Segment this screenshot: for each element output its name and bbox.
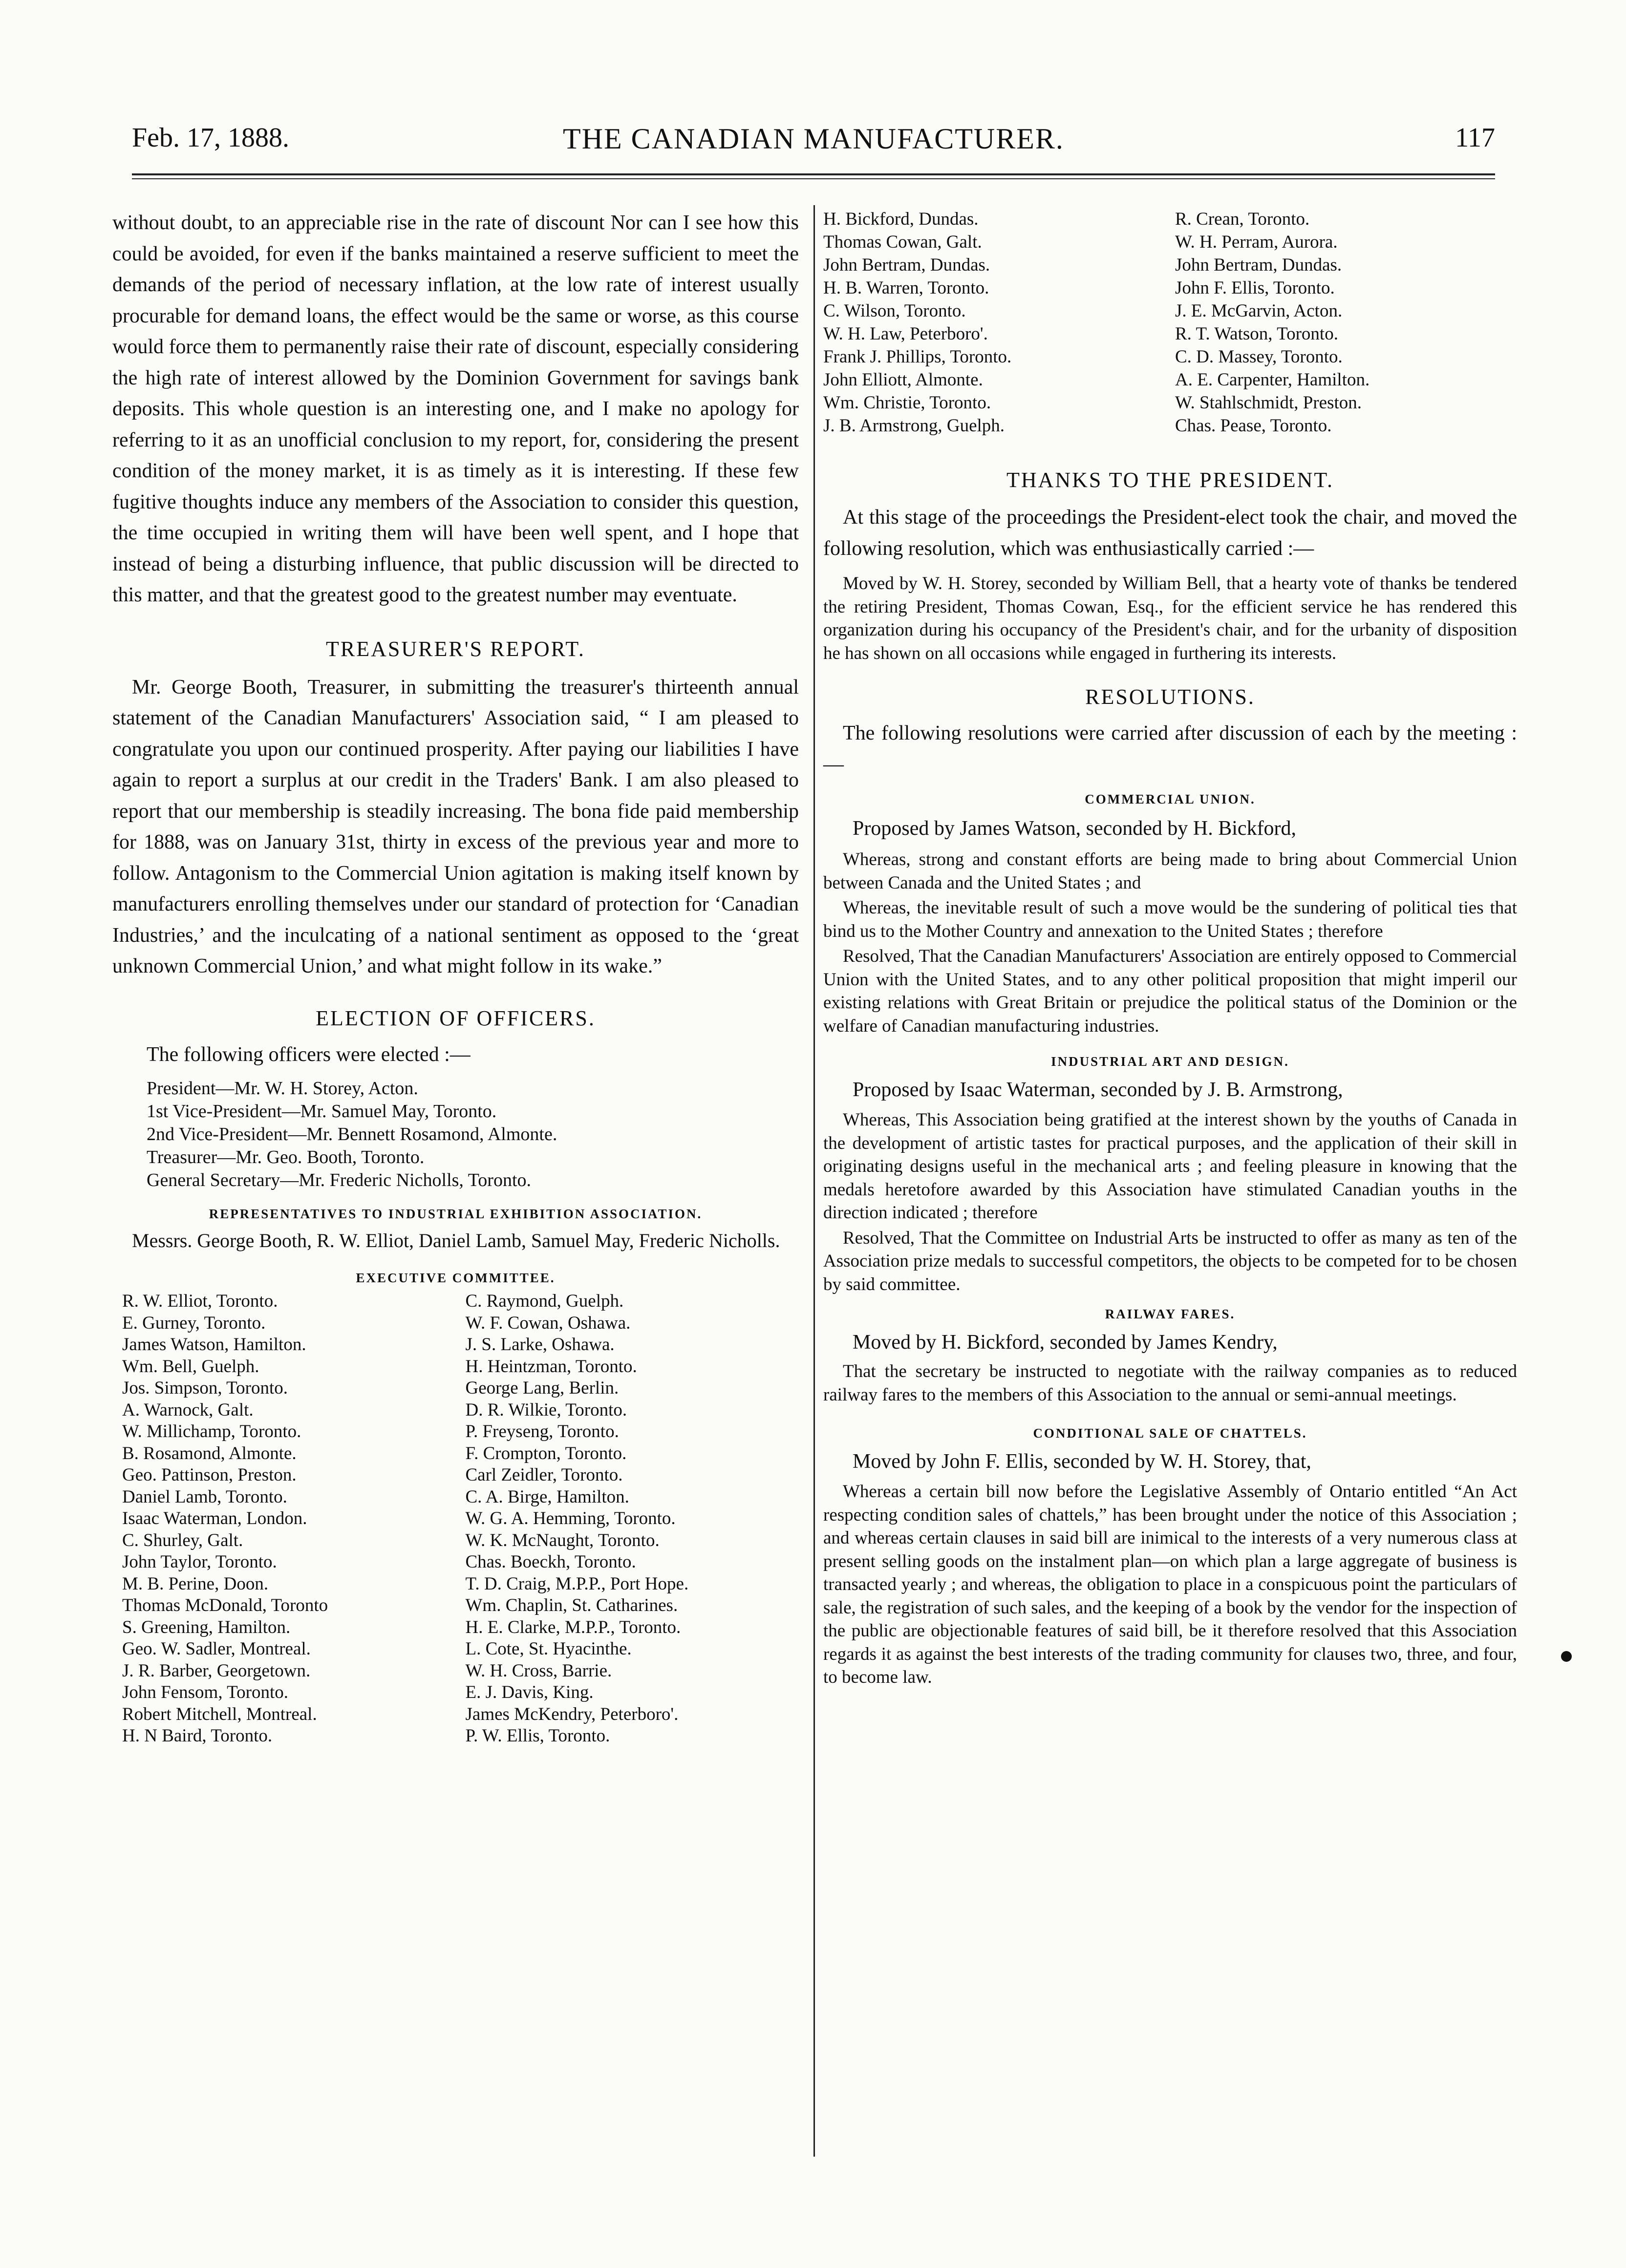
exec-member: C. A. Birge, Hamilton. [465, 1486, 629, 1507]
exec-member: James Watson, Hamilton. [122, 1335, 306, 1355]
exec-member: Wm. Chaplin, St. Catharines. [465, 1595, 678, 1615]
exec-member: R. W. Elliot, Toronto. [122, 1291, 278, 1311]
exec-member: Geo. W. Sadler, Montreal. [122, 1639, 311, 1659]
resolutions-heading: RESOLUTIONS. [1085, 685, 1255, 709]
exec-member: H. E. Clarke, M.P.P., Toronto. [465, 1617, 681, 1637]
exec-member: R. Crean, Toronto. [1175, 209, 1310, 229]
exec-member: Chas. Boeckh, Toronto. [465, 1552, 636, 1572]
exec-member: W. F. Cowan, Oshawa. [465, 1313, 631, 1333]
exec-member: Thomas Cowan, Galt. [823, 232, 982, 252]
exec-member: H. Heintzman, Toronto. [465, 1356, 637, 1377]
conditional-sale-heading: CONDITIONAL SALE OF CHATTELS. [1033, 1426, 1307, 1441]
page-number: 117 [1455, 123, 1495, 153]
executive-committee-continued [823, 208, 1517, 437]
exec-member: J. E. McGarvin, Acton. [1175, 301, 1343, 321]
page-header [132, 122, 1495, 166]
exec-member: A. E. Carpenter, Hamilton. [1175, 370, 1370, 390]
officers-list [112, 1077, 799, 1192]
representatives-heading: REPRESENTATIVES TO INDUSTRIAL EXHIBITION ASSOCIATION. [209, 1207, 703, 1221]
commercial-union-resolved: Resolved, That the Canadian Manufacturers' Association are entirely opposed to Commercial Union with the United States, and to any other political proposition that might imperil our existing relations with Great Britain or prejudice the political status of the Dominion or the welfare of Canadian manufacturing industries. [823, 946, 1517, 1036]
exec-member: F. Crompton, Toronto. [465, 1443, 627, 1463]
railway-fares-moved: Moved by H. Bickford, seconded by James Kendry, [853, 1331, 1278, 1354]
exec-member: H. B. Warren, Toronto. [823, 278, 989, 298]
exec-member: Wm. Christie, Toronto. [823, 393, 991, 413]
thanks-paragraph: At this stage of the proceedings the President-elect took the chair, and moved the following resolution, which was enthusiastically carried :— [823, 506, 1517, 560]
column-divider [813, 205, 815, 2157]
exec-member: H. Bickford, Dundas. [823, 209, 979, 229]
report-conclusion-paragraph: without doubt, to an appreciable rise in the rate of discount Nor can I see how this could be avoided, for even if the banks maintained a reserve sufficient to meet the demands of the period of necessary inflation, at the low rate of interest usually procurable for demand loans, the effect would be the same or worse, as this course would force them to permanently raise their rate of discount, especially considering the high rate of interest allowed by the Dominion Government for savings bank deposits. This whole question is an interesting one, and I make no apology for referring to it as an unofficial conclusion to my report, for, considering the present condition of the money market, it is as timely as it is interesting. If these few fugitive thoughts induce any members of the Association to consider this question, the time occupied in writing them will have been well spent, and I hope that instead of being a disturbing influence, that public discussion will be directed to this matter, and that the greatest good to the greatest number may eventuate. [112, 212, 799, 606]
railway-fares-text: That the secretary be instructed to negotiate with the railway companies as to reduced railway fares to the members of this Association to the annual or semi-annual meetings. [823, 1361, 1517, 1405]
officer-general-secretary: General Secretary—Mr. Frederic Nicholls, Toronto. [147, 1170, 532, 1190]
exec-member: Daniel Lamb, Toronto. [122, 1486, 287, 1507]
exec-member: James McKendry, Peterboro'. [465, 1704, 679, 1724]
exec-member: S. Greening, Hamilton. [122, 1617, 291, 1637]
header-rule-bottom [132, 178, 1495, 179]
representatives-text: Messrs. George Booth, R. W. Elliot, Daniel Lamb, Samuel May, Frederic Nicholls. [132, 1229, 780, 1251]
right-column [823, 208, 1517, 1689]
exec-member: Geo. Pattinson, Preston. [122, 1465, 297, 1485]
commercial-union-whereas-2: Whereas, the inevitable result of such a move would be the sundering of political ties that bind us to the Mother Country and annexation to the United States ; therefore [823, 898, 1517, 941]
exec-member: P. Freyseng, Toronto. [465, 1421, 619, 1441]
ink-spot [1561, 1651, 1572, 1662]
conditional-sale-text: Whereas a certain bill now before the Legislative Assembly of Ontario entitled “An Act respecting condition sales of chattels,” has been brought under the notice of this Association ; and whereas certain clauses in said bill are inimical to the interests of a very numerous class at present selling goods on the instalment plan—on which plan a large aggregate of business is transacted yearly ; and whereas, the obligation to place in a conspicuous point the particulars of sale, the registration of such sales, and the keeping of a book by the vendor for the inspection of the public are objectionable features of said bill, be it therefore resolved that this Association regards it as against the best interests of the trading community for clauses two, three, and four, to become law. [823, 1482, 1517, 1687]
exec-member: B. Rosamond, Almonte. [122, 1443, 297, 1463]
exec-member: M. B. Perine, Doon. [122, 1573, 269, 1594]
railway-fares-heading: RAILWAY FARES. [1105, 1307, 1236, 1321]
industrial-art-whereas: Whereas, This Association being gratified at the interest shown by the youths of Canada in the development of artistic tastes for practical purposes, and the application of their skill in originating designs useful in the mechanical arts ; and feeling pleasure in knowing that the medals heretofore awarded by this Association have stimulated Canadian youths in the direction indicated ; therefore [823, 1110, 1517, 1223]
exec-member: John Fensom, Toronto. [122, 1682, 289, 1702]
exec-member: Jos. Simpson, Toronto. [122, 1378, 288, 1398]
exec-member: E. Gurney, Toronto. [122, 1313, 266, 1333]
officer-first-vice-president: 1st Vice-President—Mr. Samuel May, Toronto. [147, 1101, 497, 1122]
exec-member: John Elliott, Almonte. [823, 370, 983, 390]
exec-member: D. R. Wilkie, Toronto. [465, 1399, 627, 1420]
exec-member: W. Millichamp, Toronto. [122, 1421, 301, 1441]
treasurer-report-paragraph: Mr. George Booth, Treasurer, in submitting the treasurer's thirteenth annual statement of the Canadian Manufacturers' Association said, “ I am pleased to congratulate you upon our continued prosperity. After paying our liabilities I have again to report a surplus at our credit in the Traders' Bank. I am also pleased to report that our membership is steadily increasing. The bona fide paid membership for 1888, was on January 31st, thirty in excess of the previous year and more to follow. Antagonism to the Commercial Union agitation is making itself known by manufacturers enrolling themselves under our standard of protection for ‘Canadian Industries,’ and the inculcating of a national sentiment as opposed to the ‘great unknown Commercial Union,’ and what might follow in its wake.” [112, 676, 799, 977]
exec-member: H. N Baird, Toronto. [122, 1726, 273, 1746]
exec-member: Frank J. Phillips, Toronto. [823, 347, 1012, 367]
industrial-art-resolved: Resolved, That the Committee on Industrial Arts be instructed to offer as many as ten of the Association prize medals to successful competitors, the objects to be competed for to be chosen by said committee. [823, 1228, 1517, 1294]
exec-member: C. Shurley, Galt. [122, 1530, 243, 1550]
left-column [112, 208, 799, 1747]
exec-member: W. H. Law, Peterboro'. [823, 324, 988, 344]
header-rule-top [132, 173, 1495, 175]
election-heading: ELECTION OF OFFICERS. [316, 1006, 596, 1030]
exec-member: Carl Zeidler, Toronto. [465, 1465, 623, 1485]
exec-member: J. R. Barber, Georgetown. [122, 1660, 311, 1681]
exec-member: T. D. Craig, M.P.P., Port Hope. [465, 1573, 689, 1594]
exec-member: W. Stahlschmidt, Preston. [1175, 393, 1362, 413]
issue-date: Feb. 17, 1888. [132, 123, 289, 153]
industrial-art-heading: INDUSTRIAL ART AND DESIGN. [1051, 1054, 1289, 1069]
exec-member: W. K. McNaught, Toronto. [465, 1530, 660, 1550]
officer-second-vice-president: 2nd Vice-President—Mr. Bennett Rosamond, Almonte. [147, 1124, 557, 1145]
thanks-motion: Moved by W. H. Storey, seconded by William Bell, that a hearty vote of thanks be tendered the retiring President, Thomas Cowan, Esq., for the efficient service he has rendered this organization during his occupancy of the President's chair, and for the urbanity of disposition he has shown on all occasions while engaged in furthering its interests. [823, 573, 1517, 663]
exec-member: C. Raymond, Guelph. [465, 1291, 624, 1311]
exec-member: C. Wilson, Toronto. [823, 301, 966, 321]
exec-member: J. B. Armstrong, Guelph. [823, 416, 1005, 436]
publication-title: THE CANADIAN MANUFACTURER. [563, 123, 1064, 155]
exec-member: W. G. A. Hemming, Toronto. [465, 1508, 676, 1528]
exec-member: W. H. Perram, Aurora. [1175, 232, 1338, 252]
officer-treasurer: Treasurer—Mr. Geo. Booth, Toronto. [147, 1147, 425, 1167]
exec-member: R. T. Watson, Toronto. [1175, 324, 1338, 344]
exec-member: John F. Ellis, Toronto. [1175, 278, 1335, 298]
resolutions-intro: The following resolutions were carried after discussion of each by the meeting :— [823, 722, 1517, 776]
exec-member: C. D. Massey, Toronto. [1175, 347, 1343, 367]
exec-member: W. H. Cross, Barrie. [465, 1660, 612, 1681]
exec-member: George Lang, Berlin. [465, 1378, 619, 1398]
exec-member: P. W. Ellis, Toronto. [465, 1726, 610, 1746]
thanks-heading: THANKS TO THE PRESIDENT. [1006, 468, 1334, 492]
commercial-union-heading: COMMERCIAL UNION. [1085, 792, 1256, 806]
exec-member: L. Cote, St. Hyacinthe. [465, 1639, 632, 1659]
exec-member: John Taylor, Toronto. [122, 1552, 277, 1572]
exec-member: Thomas McDonald, Toronto [122, 1595, 328, 1615]
exec-member: E. J. Davis, King. [465, 1682, 594, 1702]
treasurer-report-heading: TREASURER'S REPORT. [326, 636, 585, 661]
exec-member: Isaac Waterman, London. [122, 1508, 307, 1528]
exec-member: J. S. Larke, Oshawa. [465, 1335, 615, 1355]
election-intro: The following officers were elected :— [147, 1043, 471, 1066]
executive-committee-list [112, 1291, 799, 1747]
exec-member: John Bertram, Dundas. [823, 255, 990, 275]
exec-member: John Bertram, Dundas. [1175, 255, 1342, 275]
industrial-art-proposed: Proposed by Isaac Waterman, seconded by J. B. Armstrong, [853, 1079, 1343, 1101]
executive-committee-heading: EXECUTIVE COMMITTEE. [356, 1271, 556, 1285]
commercial-union-whereas-1: Whereas, strong and constant efforts are being made to bring about Commercial Union between Canada and the United States ; and [823, 849, 1517, 893]
commercial-union-proposed: Proposed by James Watson, seconded by H. Bickford, [853, 817, 1297, 840]
exec-member: Chas. Pease, Toronto. [1175, 416, 1332, 436]
exec-member: Wm. Bell, Guelph. [122, 1356, 259, 1377]
officer-president: President—Mr. W. H. Storey, Acton. [147, 1078, 418, 1099]
exec-member: A. Warnock, Galt. [122, 1399, 254, 1420]
conditional-sale-moved: Moved by John F. Ellis, seconded by W. H. Storey, that, [853, 1450, 1311, 1473]
exec-member: Robert Mitchell, Montreal. [122, 1704, 317, 1724]
